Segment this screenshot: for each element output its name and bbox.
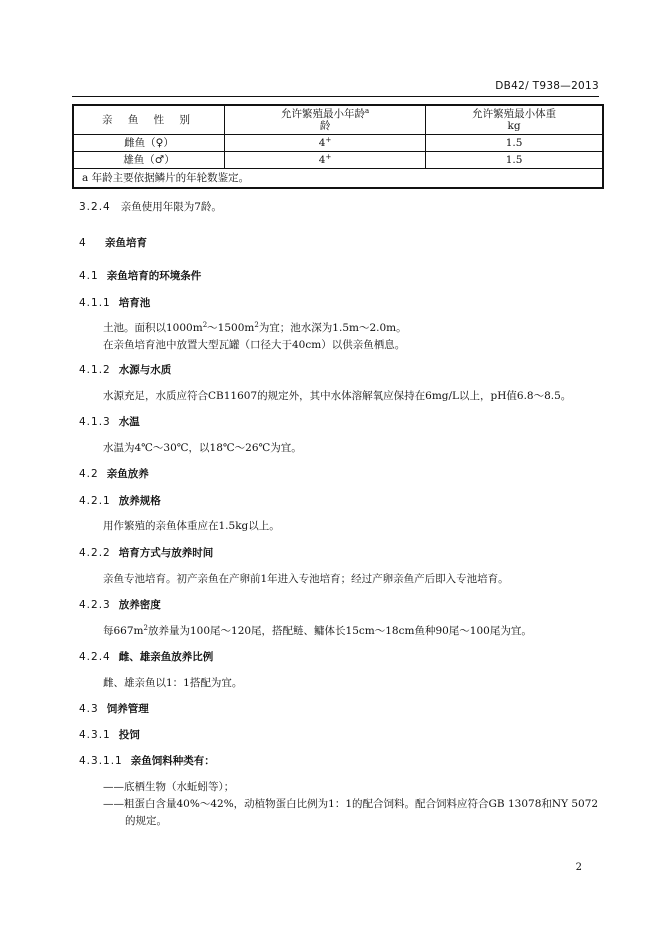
- age-value: 4: [318, 137, 326, 149]
- table-header-row: [73, 105, 603, 135]
- age-value: 4: [318, 154, 326, 166]
- header-rule: [72, 96, 599, 97]
- clause-number: 3.2.4: [79, 201, 111, 213]
- footnote-marker: a: [364, 107, 370, 115]
- heading-title: 雌、雄亲鱼放养比例: [118, 651, 214, 663]
- paragraph-pond-jars: 在亲鱼培育池中放置大型瓦罐（口径大于40cm）以供亲鱼栖息。: [103, 339, 406, 351]
- heading-title: 亲鱼放养: [106, 468, 149, 480]
- table-footnote: a 年龄主要依据鳞片的年轮数鉴定。: [73, 169, 603, 189]
- cell-age: [224, 152, 425, 169]
- heading-4: 4 亲鱼培育: [79, 237, 147, 249]
- table-row-male: [73, 152, 603, 169]
- table-row-female: [73, 135, 603, 152]
- min-age-header-text: 允许繁殖最小年龄: [280, 108, 365, 120]
- standard-code: DB42/ T938—2013: [495, 80, 599, 92]
- min-weight-header-text: 允许繁殖最小体重: [472, 108, 557, 120]
- heading-4-2-1: 4.2.1 放养规格: [79, 495, 161, 507]
- table-footnote-row: [73, 169, 603, 189]
- col-sex-header: 亲 鱼 性 别: [73, 105, 224, 135]
- paragraph-water-quality: 水源充足，水质应符合CB11607的规定外，其中水体溶解氧应保持在6mg/L以上，pH值6.8～8.5。: [103, 390, 572, 402]
- clause-3-2-4: [79, 199, 222, 214]
- heading-title: 培育方式与放养时间: [118, 547, 214, 559]
- paragraph-sex-ratio: 雌、雄亲鱼以1：1搭配为宜。: [103, 677, 243, 689]
- heading-4-3-1: 4.3.1 投饲: [79, 729, 140, 741]
- heading-4-1-3: 4.1.3 水温: [79, 416, 140, 428]
- age-plus: +: [325, 136, 332, 144]
- cell-weight: 1.5: [426, 135, 603, 152]
- page-number: 2: [575, 862, 582, 873]
- heading-4-3-1-1: 4.3.1.1 亲鱼饲料种类有：: [79, 755, 215, 767]
- broodstock-spec-table: [72, 104, 604, 189]
- heading-4-2-2: 4.2.2 培育方式与放养时间: [79, 547, 214, 559]
- heading-title: 培育池: [118, 297, 151, 309]
- cell-sex: 雄鱼（♂）: [73, 152, 224, 169]
- list-item-benthos: ——底栖生物（水蚯蚓等）；: [103, 781, 235, 793]
- heading-title: 饲养管理: [106, 703, 149, 715]
- cell-weight: 1.5: [426, 152, 603, 169]
- clause-text: 亲鱼使用年限为7龄。: [120, 201, 222, 213]
- cell-age: [224, 135, 425, 152]
- heading-4-2-3: 4.2.3 放养密度: [79, 599, 161, 611]
- heading-title: 亲鱼培育: [105, 237, 147, 249]
- paragraph-rearing-method: 亲鱼专池培育。初产亲鱼在产卵前1年进入专池培育；经过产卵亲鱼产后即入专池培育。: [103, 573, 509, 585]
- age-plus: +: [325, 153, 332, 161]
- heading-4-2: 4.2 亲鱼放养: [79, 468, 149, 480]
- heading-4-1: 4.1 亲鱼培育的环境条件: [79, 270, 202, 282]
- list-item-compound-feed: ——粗蛋白含量40%～42%，动植物蛋白比例为1：1的配合饲料。配合饲料应符合GB 13078和NY 5072: [103, 798, 599, 810]
- heading-4-3: 4.3 饲养管理: [79, 703, 149, 715]
- cell-sex: 雌鱼（♀）: [73, 135, 224, 152]
- heading-title: 放养密度: [118, 599, 161, 611]
- min-age-unit: 龄: [319, 120, 331, 132]
- heading-title: 水温: [118, 416, 140, 428]
- heading-title: 亲鱼饲料种类有：: [130, 755, 215, 767]
- list-item-compound-feed-cont: 的规定。: [125, 815, 167, 827]
- min-weight-unit: kg: [507, 120, 521, 132]
- heading-title: 放养规格: [118, 495, 161, 507]
- paragraph-water-temp: 水温为4℃～30℃，以18℃～26℃为宜。: [103, 442, 302, 454]
- paragraph-pond-area: 土池。面积以$1000m^2\sim 1500m^2$为宜；池水深为1.5m～2.0m。: [103, 321, 407, 334]
- heading-4-1-2: 4.1.2 水源与水质: [79, 364, 172, 376]
- paragraph-stocking-size: 用作繁殖的亲鱼体重应在1.5kg以上。: [103, 520, 280, 532]
- heading-4-2-4: 4.2.4 雌、雄亲鱼放养比例: [79, 651, 214, 663]
- heading-title: 水源与水质: [118, 364, 172, 376]
- col-min-weight-header: [426, 105, 603, 135]
- heading-title: 亲鱼培育的环境条件: [106, 270, 202, 282]
- heading-title: 投饲: [118, 729, 140, 741]
- col-min-age-header: [224, 105, 425, 135]
- heading-4-1-1: 4.1.1 培育池: [79, 297, 151, 309]
- paragraph-stocking-density: 每$667m^2$放养量为100尾～120尾，搭配鲢、鳙体长15cm～18cm鱼种90尾～100尾为宜。: [103, 624, 532, 637]
